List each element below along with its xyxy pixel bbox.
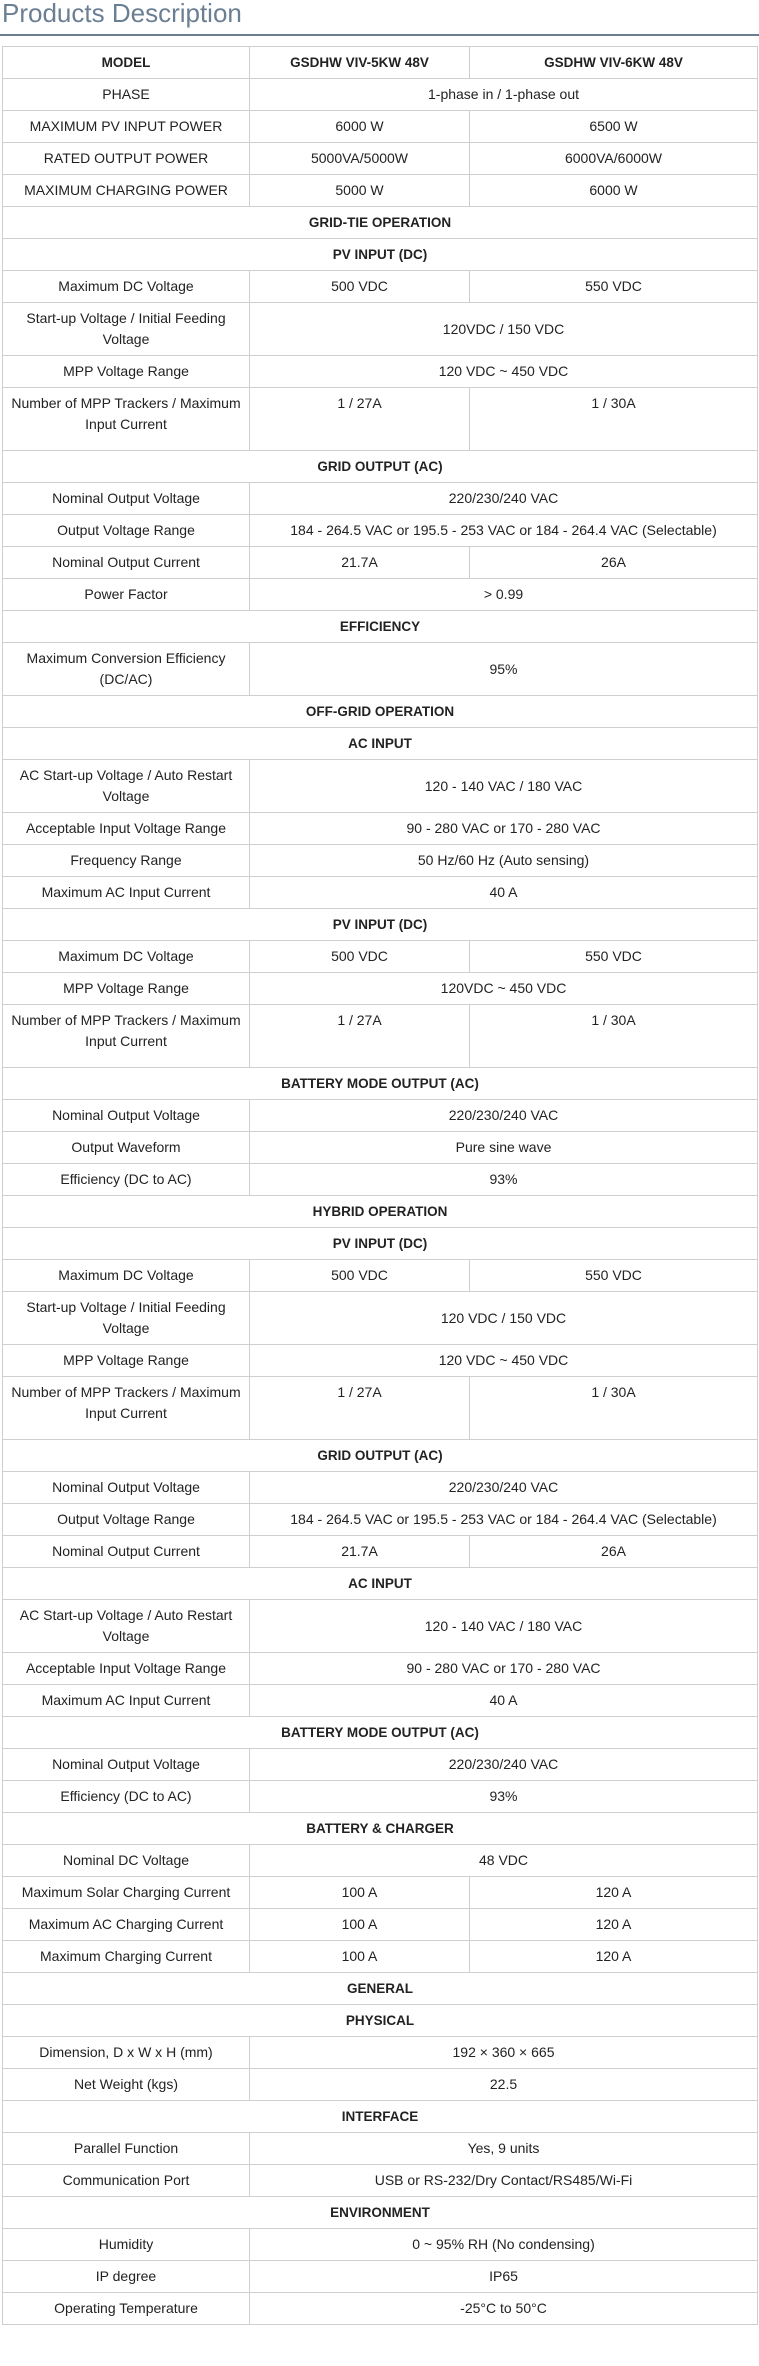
section-title: OFF-GRID OPERATION	[3, 696, 758, 728]
table-row	[3, 1941, 758, 1973]
spec-label-cell: Maximum AC Input Current	[3, 1685, 250, 1717]
spec-label-cell: Maximum DC Voltage	[3, 941, 250, 973]
spec-value-cell: 90 - 280 VAC or 170 - 280 VAC	[250, 1653, 758, 1685]
spec-table	[2, 46, 758, 2325]
spec-value-cell: 220/230/240 VAC	[250, 1749, 758, 1781]
spec-label-cell: Parallel Function	[3, 2133, 250, 2165]
table-row	[3, 1377, 758, 1440]
spec-value-cell: 120 VDC / 150 VDC	[250, 1292, 758, 1345]
section-title: ENVIRONMENT	[3, 2197, 758, 2229]
spec-label-cell: Acceptable Input Voltage Range	[3, 813, 250, 845]
spec-value-cell: 500 VDC	[250, 1260, 470, 1292]
section-title: BATTERY & CHARGER	[3, 1813, 758, 1845]
spec-label-cell: Acceptable Input Voltage Range	[3, 1653, 250, 1685]
spec-label-cell: MAXIMUM CHARGING POWER	[3, 175, 250, 207]
section-title: GRID-TIE OPERATION	[3, 207, 758, 239]
spec-table-body	[3, 47, 758, 2325]
spec-label-cell: Maximum AC Charging Current	[3, 1909, 250, 1941]
spec-label-cell: Nominal Output Current	[3, 547, 250, 579]
spec-value-cell: 1 / 27A	[250, 388, 470, 451]
spec-value-cell: 6000 W	[470, 175, 758, 207]
spec-label-cell: Operating Temperature	[3, 2293, 250, 2325]
spec-label-cell: Communication Port	[3, 2165, 250, 2197]
spec-value-cell: 1 / 30A	[470, 388, 758, 451]
spec-value-cell: USB or RS-232/Dry Contact/RS485/Wi-Fi	[250, 2165, 758, 2197]
spec-value-cell: 550 VDC	[470, 1260, 758, 1292]
section-header-row	[3, 2101, 758, 2133]
section-header-row	[3, 909, 758, 941]
spec-label-cell: AC Start-up Voltage / Auto Restart Voltage	[3, 1600, 250, 1653]
spec-value-cell: 100 A	[250, 1877, 470, 1909]
spec-value-cell: 95%	[250, 643, 758, 696]
table-row	[3, 1653, 758, 1685]
table-row	[3, 579, 758, 611]
section-header-row	[3, 1228, 758, 1260]
spec-value-cell: 1 / 30A	[470, 1005, 758, 1068]
spec-value-cell: 120VDC / 150 VDC	[250, 303, 758, 356]
spec-value-cell: 550 VDC	[470, 271, 758, 303]
table-row	[3, 1749, 758, 1781]
table-row	[3, 1877, 758, 1909]
spec-value-cell: 93%	[250, 1164, 758, 1196]
table-row	[3, 1292, 758, 1345]
table-row	[3, 813, 758, 845]
table-row	[3, 111, 758, 143]
spec-label-cell: Start-up Voltage / Initial Feeding Voltage	[3, 303, 250, 356]
spec-value-cell: 220/230/240 VAC	[250, 1100, 758, 1132]
spec-label-cell: Output Voltage Range	[3, 515, 250, 547]
section-title: GRID OUTPUT (AC)	[3, 451, 758, 483]
section-header-row	[3, 611, 758, 643]
spec-value-cell: 48 VDC	[250, 1845, 758, 1877]
spec-value-cell: 120VDC ~ 450 VDC	[250, 973, 758, 1005]
spec-label-cell: Dimension, D x W x H (mm)	[3, 2037, 250, 2069]
section-header-row	[3, 1717, 758, 1749]
table-row	[3, 760, 758, 813]
spec-label-cell: IP degree	[3, 2261, 250, 2293]
spec-label-cell: Efficiency (DC to AC)	[3, 1781, 250, 1813]
table-row	[3, 877, 758, 909]
spec-value-cell: Yes, 9 units	[250, 2133, 758, 2165]
spec-value-cell: 550 VDC	[470, 941, 758, 973]
spec-value-cell: 1-phase in / 1-phase out	[250, 79, 758, 111]
table-row	[3, 388, 758, 451]
spec-label-cell: Maximum AC Input Current	[3, 877, 250, 909]
section-header-row	[3, 1973, 758, 2005]
spec-label-cell: Maximum Conversion Efficiency (DC/AC)	[3, 643, 250, 696]
spec-label-cell: Power Factor	[3, 579, 250, 611]
spec-value-cell: 6000VA/6000W	[470, 143, 758, 175]
section-title: BATTERY MODE OUTPUT (AC)	[3, 1717, 758, 1749]
spec-value-cell: 184 - 264.5 VAC or 195.5 - 253 VAC or 184 - 264.4 VAC (Selectable)	[250, 1504, 758, 1536]
table-row	[3, 175, 758, 207]
header-cell-model: MODEL	[3, 47, 250, 79]
spec-value-cell: 120 A	[470, 1877, 758, 1909]
spec-value-cell: 192 × 360 × 665	[250, 2037, 758, 2069]
table-row	[3, 2293, 758, 2325]
section-title: PHYSICAL	[3, 2005, 758, 2037]
spec-label-cell: Nominal Output Voltage	[3, 1749, 250, 1781]
table-row	[3, 845, 758, 877]
spec-value-cell: 500 VDC	[250, 941, 470, 973]
spec-value-cell: 26A	[470, 1536, 758, 1568]
table-row	[3, 1132, 758, 1164]
table-header-row	[3, 47, 758, 79]
spec-label-cell: Maximum Solar Charging Current	[3, 1877, 250, 1909]
spec-label-cell: Number of MPP Trackers / Maximum Input Current	[3, 388, 250, 451]
section-header-row	[3, 2005, 758, 2037]
table-row	[3, 1845, 758, 1877]
table-row	[3, 973, 758, 1005]
spec-label-cell: Nominal Output Voltage	[3, 1472, 250, 1504]
table-row	[3, 643, 758, 696]
section-header-row	[3, 239, 758, 271]
table-row	[3, 1345, 758, 1377]
spec-label-cell: Maximum DC Voltage	[3, 1260, 250, 1292]
spec-value-cell: 40 A	[250, 1685, 758, 1717]
table-row	[3, 2165, 758, 2197]
spec-value-cell: 120 A	[470, 1909, 758, 1941]
table-row	[3, 483, 758, 515]
spec-label-cell: Number of MPP Trackers / Maximum Input Current	[3, 1377, 250, 1440]
section-title: PV INPUT (DC)	[3, 1228, 758, 1260]
spec-value-cell: 1 / 27A	[250, 1377, 470, 1440]
spec-value-cell: 100 A	[250, 1941, 470, 1973]
spec-value-cell: 93%	[250, 1781, 758, 1813]
section-header-row	[3, 1568, 758, 1600]
spec-value-cell: 184 - 264.5 VAC or 195.5 - 253 VAC or 184 - 264.4 VAC (Selectable)	[250, 515, 758, 547]
table-row	[3, 2037, 758, 2069]
spec-value-cell: 120 - 140 VAC / 180 VAC	[250, 1600, 758, 1653]
spec-value-cell: 120 VDC ~ 450 VDC	[250, 356, 758, 388]
spec-label-cell: Number of MPP Trackers / Maximum Input Current	[3, 1005, 250, 1068]
spec-value-cell: 50 Hz/60 Hz (Auto sensing)	[250, 845, 758, 877]
spec-label-cell: Start-up Voltage / Initial Feeding Voltage	[3, 1292, 250, 1345]
spec-value-cell: 120 - 140 VAC / 180 VAC	[250, 760, 758, 813]
section-header-row	[3, 1813, 758, 1845]
table-row	[3, 303, 758, 356]
section-title: HYBRID OPERATION	[3, 1196, 758, 1228]
spec-value-cell: > 0.99	[250, 579, 758, 611]
spec-value-cell: Pure sine wave	[250, 1132, 758, 1164]
section-header-row	[3, 696, 758, 728]
spec-label-cell: Nominal DC Voltage	[3, 1845, 250, 1877]
section-title: BATTERY MODE OUTPUT (AC)	[3, 1068, 758, 1100]
table-row	[3, 1164, 758, 1196]
spec-label-cell: MAXIMUM PV INPUT POWER	[3, 111, 250, 143]
spec-label-cell: Maximum Charging Current	[3, 1941, 250, 1973]
spec-label-cell: MPP Voltage Range	[3, 973, 250, 1005]
section-header-row	[3, 2197, 758, 2229]
table-row	[3, 1536, 758, 1568]
table-row	[3, 79, 758, 111]
page-title: Products Description	[2, 0, 242, 28]
spec-value-cell: 90 - 280 VAC or 170 - 280 VAC	[250, 813, 758, 845]
spec-label-cell: Maximum DC Voltage	[3, 271, 250, 303]
spec-label-cell: Humidity	[3, 2229, 250, 2261]
spec-label-cell: Net Weight (kgs)	[3, 2069, 250, 2101]
table-row	[3, 547, 758, 579]
spec-value-cell: -25°C to 50°C	[250, 2293, 758, 2325]
table-row	[3, 1260, 758, 1292]
table-row	[3, 143, 758, 175]
section-title: EFFICIENCY	[3, 611, 758, 643]
spec-value-cell: 220/230/240 VAC	[250, 483, 758, 515]
section-header-row	[3, 1440, 758, 1472]
spec-value-cell: 26A	[470, 547, 758, 579]
table-row	[3, 1005, 758, 1068]
spec-value-cell: 21.7A	[250, 547, 470, 579]
section-title: AC INPUT	[3, 728, 758, 760]
spec-value-cell: 40 A	[250, 877, 758, 909]
section-header-row	[3, 728, 758, 760]
table-row	[3, 1600, 758, 1653]
spec-label-cell: Nominal Output Voltage	[3, 483, 250, 515]
spec-value-cell: 100 A	[250, 1909, 470, 1941]
spec-label-cell: Frequency Range	[3, 845, 250, 877]
title-divider	[0, 34, 759, 36]
table-row	[3, 2133, 758, 2165]
spec-label-cell: Nominal Output Current	[3, 1536, 250, 1568]
header-cell-model-6kw: GSDHW VIV-6KW 48V	[470, 47, 758, 79]
table-row	[3, 1100, 758, 1132]
table-row	[3, 2069, 758, 2101]
header-cell-model-5kw: GSDHW VIV-5KW 48V	[250, 47, 470, 79]
table-row	[3, 941, 758, 973]
table-row	[3, 2229, 758, 2261]
section-title: INTERFACE	[3, 2101, 758, 2133]
spec-value-cell: 6500 W	[470, 111, 758, 143]
spec-label-cell: PHASE	[3, 79, 250, 111]
spec-label-cell: Efficiency (DC to AC)	[3, 1164, 250, 1196]
spec-value-cell: 22.5	[250, 2069, 758, 2101]
table-row	[3, 1685, 758, 1717]
spec-value-cell: IP65	[250, 2261, 758, 2293]
spec-value-cell: 120 VDC ~ 450 VDC	[250, 1345, 758, 1377]
spec-value-cell: 5000 W	[250, 175, 470, 207]
section-title: GENERAL	[3, 1973, 758, 2005]
spec-label-cell: MPP Voltage Range	[3, 356, 250, 388]
section-header-row	[3, 451, 758, 483]
table-row	[3, 2261, 758, 2293]
table-row	[3, 356, 758, 388]
table-row	[3, 515, 758, 547]
table-row	[3, 1472, 758, 1504]
section-title: AC INPUT	[3, 1568, 758, 1600]
spec-value-cell: 220/230/240 VAC	[250, 1472, 758, 1504]
spec-value-cell: 21.7A	[250, 1536, 470, 1568]
spec-value-cell: 500 VDC	[250, 271, 470, 303]
spec-label-cell: Output Voltage Range	[3, 1504, 250, 1536]
spec-value-cell: 1 / 30A	[470, 1377, 758, 1440]
spec-value-cell: 0 ~ 95% RH (No condensing)	[250, 2229, 758, 2261]
table-row	[3, 1909, 758, 1941]
spec-value-cell: 6000 W	[250, 111, 470, 143]
spec-label-cell: RATED OUTPUT POWER	[3, 143, 250, 175]
table-row	[3, 1504, 758, 1536]
section-header-row	[3, 1068, 758, 1100]
spec-label-cell: AC Start-up Voltage / Auto Restart Voltage	[3, 760, 250, 813]
section-header-row	[3, 207, 758, 239]
section-title: PV INPUT (DC)	[3, 239, 758, 271]
spec-value-cell: 5000VA/5000W	[250, 143, 470, 175]
spec-value-cell: 1 / 27A	[250, 1005, 470, 1068]
spec-label-cell: Nominal Output Voltage	[3, 1100, 250, 1132]
section-title: GRID OUTPUT (AC)	[3, 1440, 758, 1472]
section-header-row	[3, 1196, 758, 1228]
spec-value-cell: 120 A	[470, 1941, 758, 1973]
table-row	[3, 1781, 758, 1813]
spec-label-cell: Output Waveform	[3, 1132, 250, 1164]
table-row	[3, 271, 758, 303]
spec-label-cell: MPP Voltage Range	[3, 1345, 250, 1377]
section-title: PV INPUT (DC)	[3, 909, 758, 941]
